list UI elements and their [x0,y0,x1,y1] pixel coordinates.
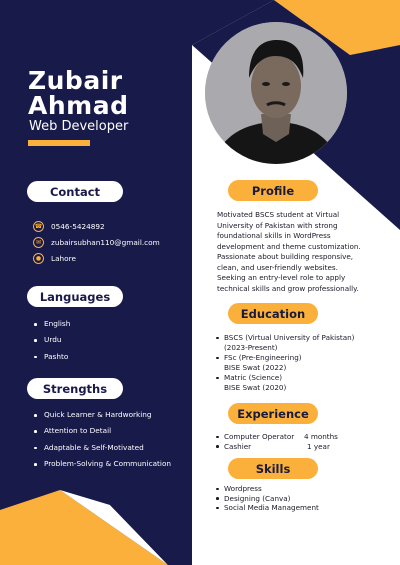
strength-item: Attention to Detail [31,423,171,439]
education-item [216,373,354,392]
education-item [216,333,354,352]
experience-duration: 1 year [307,441,330,451]
education-list [216,333,354,394]
phone-icon: ☎ [33,221,44,232]
profile-summary: Motivated BSCS student at Virtual University of Pakistan with strong foundational skills in WordPress development and theme customization. Passionate about building responsive, clean, and user-friendly websites. Seeking an entry-level role to apply technical skills and grow professionally. [217,210,361,293]
strengths-list [31,407,171,473]
education-detail: BISE Swat (2022) [224,362,287,372]
strengths-heading: Strengths [27,378,123,399]
title-underline-bar [28,140,90,146]
language-item: Pashto [31,349,70,365]
language-item: English [31,316,70,332]
languages-list [31,316,70,365]
education-detail: (2023-Present) [224,342,278,352]
last-name: Ahmad [28,91,129,120]
contact-email-row [33,237,160,248]
first-name: Zubair [28,66,123,95]
education-detail: BISE Swat (2020) [224,382,287,392]
experience-duration: 4 months [304,432,338,441]
experience-role: Cashier [216,442,294,452]
contact-email: zubairsubhan110@gmail.com [51,238,160,247]
education-item [216,353,354,372]
education-heading: Education [228,303,318,324]
languages-heading: Languages [27,286,123,307]
strength-item: Adaptable & Self-Motivated [31,440,171,456]
profile-heading: Profile [228,180,318,201]
strength-item: Quick Learner & Hardworking [31,407,171,423]
language-item: Urdu [31,332,70,348]
skills-heading: Skills [228,458,318,479]
contact-phone: 0546-5424892 [51,222,105,231]
experience-role: Computer Operator [216,432,294,442]
education-degree: Matric (Science) [224,373,283,383]
skills-list [216,484,319,513]
skill-item: Social Media Management [216,503,319,513]
education-degree: BSCS (Virtual University of Pakistan) [224,333,355,342]
person-avatar-icon [205,22,347,164]
skill-item: Designing (Canva) [216,494,319,504]
experience-durations [304,432,338,451]
skill-item: Wordpress [216,484,319,494]
contact-location-row [33,253,76,264]
contact-heading: Contact [27,181,123,202]
contact-location: Lahore [51,254,76,263]
experience-list [216,432,294,451]
education-degree: FSc (Pre-Engineering) [224,353,302,363]
contact-phone-row [33,221,105,232]
location-icon: ● [33,253,44,264]
job-title: Web Developer [29,119,129,134]
profile-photo [205,22,347,164]
experience-heading: Experience [228,403,318,424]
email-icon: ✉ [33,237,44,248]
strength-item: Problem-Solving & Communication [31,456,171,472]
